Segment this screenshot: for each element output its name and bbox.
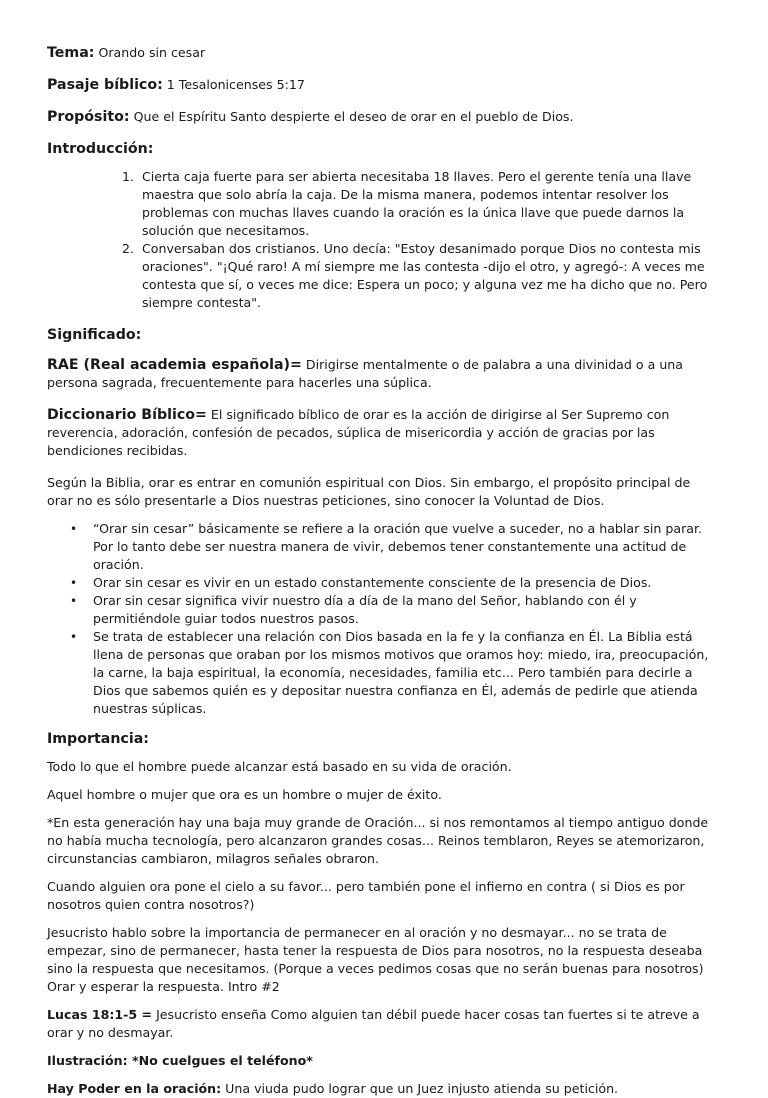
bullet-icon: •	[70, 576, 78, 590]
introduccion-heading: Introducción:	[47, 141, 154, 157]
importancia-paragraph: *En esta generación hay una baja muy grande de Oración... si nos remontamos al tiempo antiguo donde no había mucha tecnología, pero alcanzaron grandes cosas... Reinos temblaron, Reyes se atemorizaron, circunstancias cambiaron, milagros señales obraron.	[47, 815, 709, 866]
list-item	[70, 628, 720, 718]
importancia-heading: Importancia:	[47, 731, 149, 747]
poder-paragraph	[47, 1080, 720, 1098]
proposito-value: Que el Espíritu Santo despierte el deseo de orar en el pueblo de Dios.	[133, 109, 574, 124]
poder-label: Hay Poder en la oración:	[47, 1081, 222, 1096]
lucas-label: Lucas 18:1-5 =	[47, 1007, 153, 1022]
bullet-icon: •	[70, 522, 78, 536]
rae-paragraph	[47, 356, 720, 392]
segun-paragraph: Según la Biblia, orar es entrar en comunión espiritual con Dios. Sin embargo, el propósito principal de orar no es sólo presentarle a Dios nuestras peticiones, sino conocer la Voluntad de Dios.	[47, 475, 691, 508]
bullet-icon: •	[70, 630, 78, 644]
bullet-text: “Orar sin cesar” básicamente se refiere a la oración que vuelve a suceder, no a hablar sin parar. Por lo tanto debe ser nuestra manera de vivir, debemos tener constantemente una actitud de oración.	[93, 521, 702, 572]
importancia-paragraph: Cuando alguien ora pone el cielo a su favor... pero también pone el infierno en contra ( si Dios es por nosotros quien contra nosotros?)	[47, 879, 685, 912]
list-item	[70, 592, 720, 628]
diccionario-paragraph	[47, 406, 720, 460]
rae-text: Dirigirse mentalmente o de palabra a una divinidad o a una persona sagrada, frecuentemente para hacerles una súplica.	[47, 357, 684, 390]
lucas-text: Jesucristo enseña Como alguien tan débil puede hacer cosas tan fuertes si te atreve a orar y no desmayar.	[47, 1007, 700, 1040]
bullet-text: Orar sin cesar significa vivir nuestro día a día de la mano del Señor, hablando con él y permitiéndole guiar todos nuestros pasos.	[93, 593, 637, 626]
significado-heading: Significado:	[47, 327, 142, 343]
poder-text: Una viuda pudo lograr que un Juez injusto atienda su petición.	[221, 1081, 619, 1096]
pasaje-value: 1 Tesalonicenses 5:17	[166, 77, 305, 92]
list-item	[70, 520, 720, 574]
introduccion-item: 2. Conversaban dos cristianos. Uno decía: "Estoy desanimado porque Dios no contesta mis oraciones". "¡Qué raro! A mí siempre me las contesta -dijo el otro, y agregó-: A veces me contesta que sí, o veces me dice: Espera un poco; y alguna vez me ha dicho que no. Pero siempre contesta".	[138, 240, 720, 312]
pasaje-label: Pasaje bíblico:	[47, 77, 163, 93]
diccionario-label: Diccionario Bíblico=	[47, 407, 207, 423]
rae-label: RAE (Real academia española)=	[47, 357, 302, 373]
list-item	[70, 574, 720, 592]
bullet-icon: •	[70, 594, 78, 608]
tema-value: Orando sin cesar	[98, 45, 206, 60]
bullet-text: Se trata de establecer una relación con Dios basada en la fe y la confianza en Él. La Biblia está llena de personas que oraban por los mismos motivos que oramos hoy: miedo, ira, preocupación, la carne, la baja espiritual, la economía, necesidades, familia etc... Pero también para decirle a Dios que sabemos quién es y depositar nuestra confianza en Él, además de pedirle que atienda nuestras súplicas.	[93, 629, 709, 716]
ilustracion-line: Ilustración: *No cuelgues el teléfono*	[47, 1053, 313, 1068]
tema-label: Tema:	[47, 45, 95, 61]
importancia-paragraph: Todo lo que el hombre puede alcanzar está basado en su vida de oración.	[47, 759, 512, 774]
introduccion-item: 1. Cierta caja fuerte para ser abierta necesitaba 18 llaves. Pero el gerente tenía una llave maestra que solo abría la caja. De la misma manera, podemos intentar resolver los problemas con muchas llaves cuando la oración es la única llave que puede darnos la solución que necesitamos.	[138, 168, 720, 240]
bullet-text: Orar sin cesar es vivir en un estado constantemente consciente de la presencia de Dios.	[93, 575, 652, 590]
significado-bullets	[47, 520, 720, 718]
introduccion-list	[47, 168, 720, 312]
proposito-label: Propósito:	[47, 109, 130, 125]
importancia-paragraph: Jesucristo hablo sobre la importancia de permanecer en al oración y no desmayar... no se trata de empezar, sino de permanecer, hasta tener la respuesta de Dios para nosotros, no la respuesta deseaba sino la respuesta que necesitamos. (Porque a veces pedimos cosas que no serán buenas para nosotros) Orar y esperar la respuesta. Intro #2	[47, 925, 704, 994]
proposito-line	[47, 108, 720, 126]
tema-line	[47, 44, 720, 62]
lucas-paragraph	[47, 1006, 720, 1042]
importancia-paragraph: Aquel hombre o mujer que ora es un hombre o mujer de éxito.	[47, 787, 442, 802]
diccionario-text: El significado bíblico de orar es la acción de dirigirse al Ser Supremo con reverencia, adoración, confesión de pecados, súplica de misericordia y acción de gracias por las bendiciones recibidas.	[47, 407, 670, 458]
pasaje-line	[47, 76, 720, 94]
